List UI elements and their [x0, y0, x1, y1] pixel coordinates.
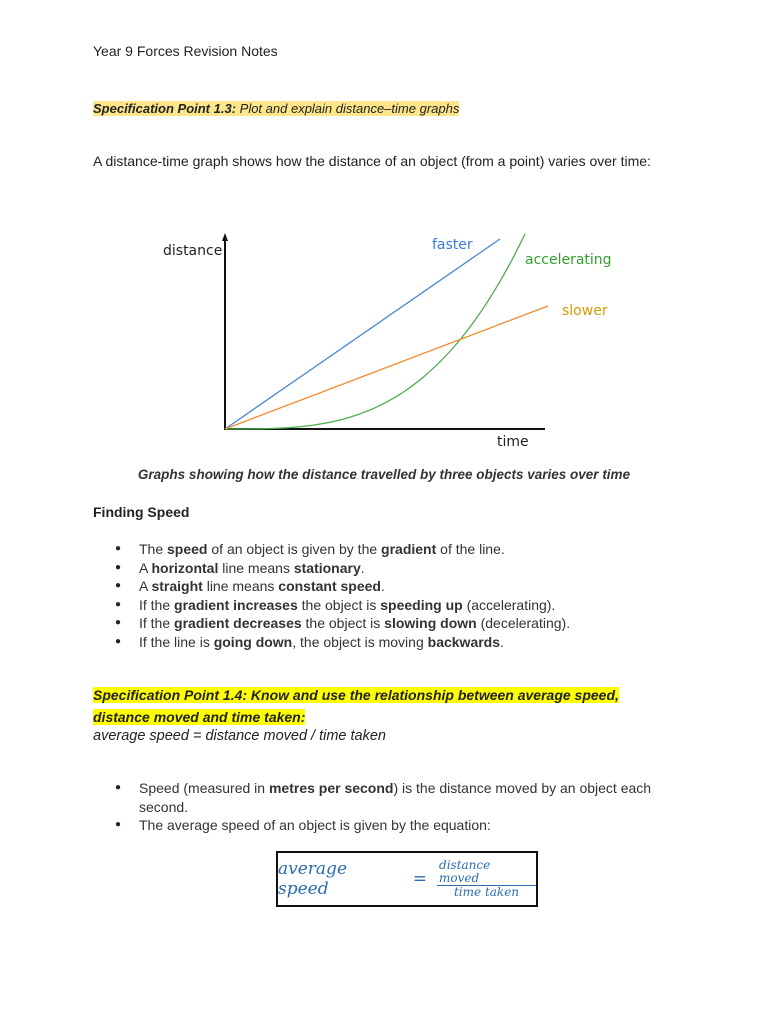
finding-speed-item	[93, 614, 693, 633]
finding-speed-text-run: constant speed	[278, 578, 381, 594]
speed-equation-box	[276, 851, 538, 907]
finding-speed-text-run: gradient decreases	[174, 615, 302, 631]
finding-speed-text-run: the object is	[301, 615, 385, 631]
finding-speed-item	[93, 540, 693, 559]
finding-speed-text-run: stationary	[293, 559, 361, 576]
finding-speed-item	[93, 577, 693, 596]
spec-point-label: Specification Point 1.3:	[93, 101, 237, 116]
spec-point-text: Plot and explain distance–time graphs	[236, 101, 460, 116]
series-label-accelerating: accelerating	[525, 252, 612, 268]
finding-speed-text-run: of an object is given by the	[207, 541, 382, 557]
finding-speed-text-run: slowing down	[384, 615, 477, 631]
finding-speed-text-run: backwards	[427, 633, 501, 650]
distance-time-chart	[150, 225, 630, 455]
equation-equals: =	[412, 869, 428, 889]
series-label-faster: faster	[432, 237, 473, 253]
speed-info-list	[93, 779, 668, 835]
graph-caption: Graphs showing how the distance travelled by three objects varies over time	[137, 467, 631, 482]
finding-speed-text-run: .	[381, 578, 385, 594]
equation-denominator: time taken	[453, 885, 520, 899]
finding-speed-text-run: gradient	[381, 541, 437, 557]
finding-speed-text-run: going down	[213, 633, 293, 650]
series-layer	[225, 234, 612, 429]
x-axis-label: time	[497, 434, 529, 450]
spec-point-1-4-text: Specification Point 1.4: Know and use the relationship between average speed, distance moved and time taken:	[93, 687, 619, 725]
intro-paragraph: A distance-time graph shows how the distance of an object (from a point) varies over time:	[93, 153, 651, 169]
finding-speed-text-run: If the	[139, 596, 175, 613]
speed-info-text-run: metres per second	[268, 780, 394, 796]
finding-speed-text-run: (decelerating).	[476, 615, 571, 631]
finding-speed-item	[93, 596, 693, 615]
finding-speed-text-run: gradient increases	[174, 596, 298, 613]
finding-speed-text-run: , the object is moving	[292, 633, 428, 650]
series-line-slower	[225, 306, 548, 429]
speed-info-item	[93, 779, 668, 816]
finding-speed-text-run: (accelerating).	[462, 596, 556, 613]
finding-speed-text-run: A	[139, 578, 152, 594]
spec-point-1-3	[93, 101, 459, 116]
speed-info-text-run: ) is the distance moved by an object each second.	[139, 780, 652, 815]
finding-speed-text-run: straight	[151, 578, 203, 594]
finding-speed-text-run: the object is	[297, 596, 381, 613]
speed-formula-text: average speed = distance moved / time taken	[93, 728, 386, 744]
finding-speed-text-run: If the	[139, 615, 175, 631]
finding-speed-list	[93, 540, 693, 651]
distance-time-graph	[150, 225, 630, 455]
finding-speed-item	[93, 559, 693, 578]
finding-speed-text-run: .	[500, 633, 504, 650]
document-header: Year 9 Forces Revision Notes	[93, 43, 278, 59]
finding-speed-text-run: speeding up	[380, 596, 463, 613]
speed-info-text-run: Speed (measured in	[139, 780, 269, 796]
finding-speed-text-run: horizontal	[151, 559, 219, 576]
finding-speed-text-run: line means	[202, 578, 279, 594]
speed-info-item	[93, 816, 668, 835]
finding-speed-text-run: speed	[167, 541, 208, 557]
series-line-faster	[225, 239, 500, 429]
finding-speed-text-run: .	[360, 559, 365, 576]
finding-speed-text-run: A	[139, 559, 152, 576]
finding-speed-text-run: line means	[218, 559, 294, 576]
speed-info-text-run: The average speed of an object is given by the equation:	[139, 817, 491, 833]
equation-lhs: average speed	[278, 859, 348, 899]
finding-speed-text-run: of the line.	[436, 541, 505, 557]
finding-speed-text-run: If the line is	[139, 633, 214, 650]
finding-speed-item	[93, 633, 693, 652]
finding-speed-text-run: The	[139, 541, 168, 557]
equation-numerator: distance moved	[437, 859, 536, 886]
finding-speed-heading: Finding Speed	[93, 504, 190, 520]
series-label-slower: slower	[562, 303, 608, 319]
y-axis-label: distance	[163, 243, 223, 259]
spec-point-1-4	[93, 684, 663, 728]
equation-fraction	[437, 859, 536, 899]
y-axis-arrow-icon	[222, 233, 228, 241]
